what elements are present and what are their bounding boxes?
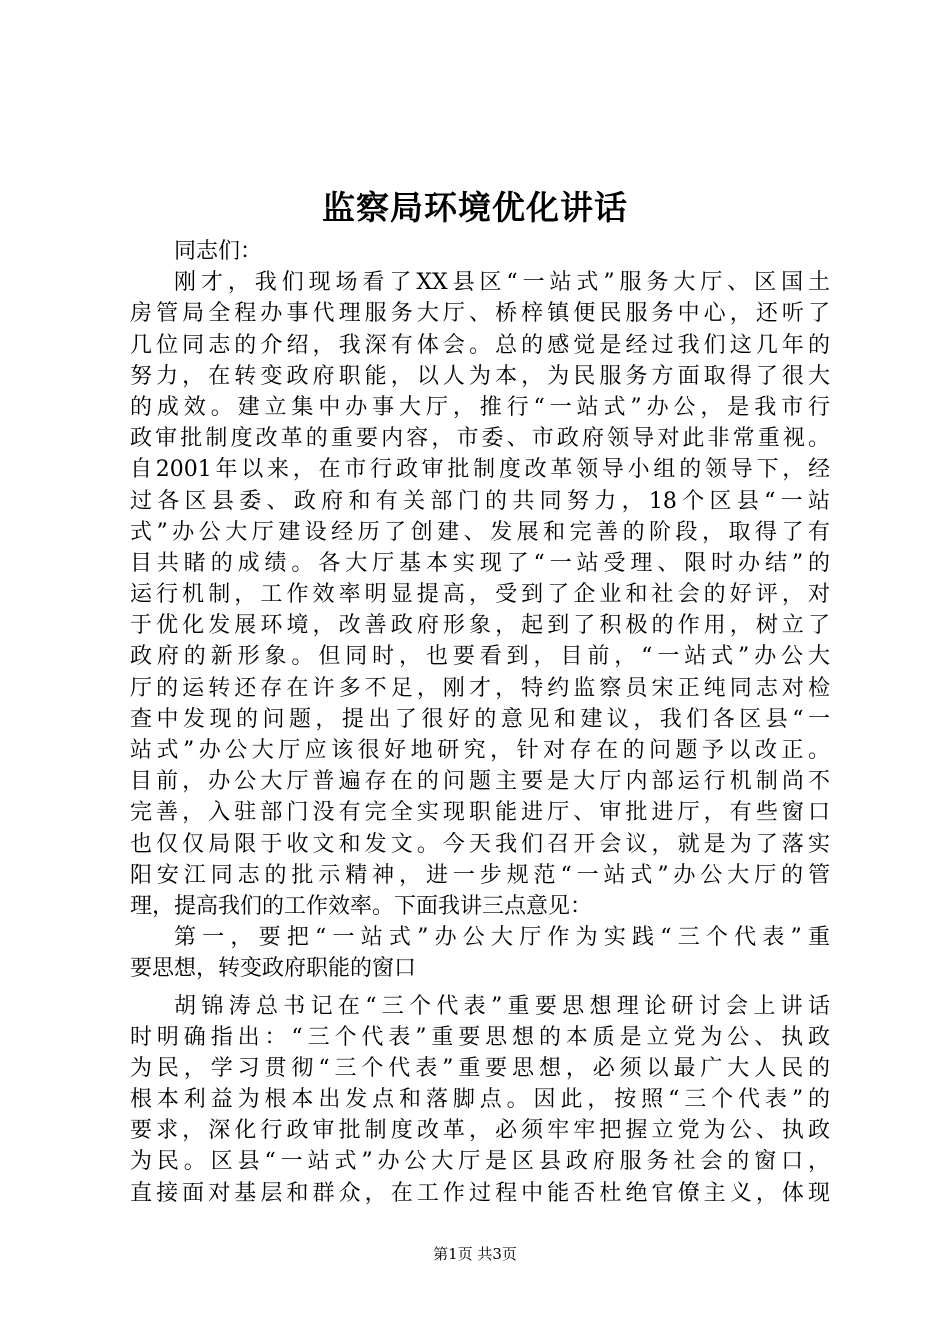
body-text-line: 要思想，转变政府职能的窗口 <box>130 956 417 982</box>
body-text-line: 自2001年以来，在市行政审批制度改革领导小组的领导下，经 <box>130 457 830 483</box>
body-text-line: 式”办公大厅建设经历了创建、发展和完善的阶段，取得了有 <box>130 519 830 545</box>
body-text-line: 于优化发展环境，改善政府形象，起到了积极的作用，树立了 <box>130 613 830 639</box>
body-text-line: 理，提高我们的工作效率。下面我讲三点意见： <box>130 893 593 919</box>
body-text-line: 根本利益为根本出发点和落脚点。因此，按照“三个代表”的 <box>130 1087 830 1113</box>
page-footer: 第1页 共3页 <box>433 1245 517 1263</box>
document-title: 监察局环境优化讲话 <box>322 188 628 227</box>
body-text-line: 的成效。建立集中办事大厅，推行“一站式”办公，是我市行 <box>130 394 830 420</box>
body-text-line: 也仅仅局限于收文和发文。今天我们召开会议，就是为了落实 <box>130 831 830 857</box>
body-text-line: 厅的运转还存在许多不足，刚才，特约监察员宋正纯同志对检 <box>130 675 830 701</box>
body-text-line: 胡锦涛总书记在“三个代表”重要思想理论研讨会上讲话 <box>174 993 830 1019</box>
body-text-line: 第一，要把“一站式”办公大厅作为实践“三个代表”重 <box>174 925 830 951</box>
body-text-line: 为民。区县“一站式”办公大厅是区县政府服务社会的窗口， <box>130 1149 830 1175</box>
body-text-line: 过各区县委、政府和有关部门的共同努力，18个区县“一站 <box>130 488 830 514</box>
body-text-line: 直接面对基层和群众，在工作过程中能否杜绝官僚主义，体现 <box>130 1180 830 1206</box>
body-text-line: 查中发现的问题，提出了很好的意见和建议，我们各区县“一 <box>130 706 830 732</box>
body-text-line: 目共睹的成绩。各大厅基本实现了“一站受理、限时办结”的 <box>130 550 830 576</box>
body-text-line: 几位同志的介绍，我深有体会。总的感觉是经过我们这几年的 <box>130 332 830 358</box>
body-text-line: 完善，入驻部门没有完全实现职能进厅、审批进厅，有些窗口 <box>130 800 830 826</box>
body-text-line: 政审批制度改革的重要内容，市委、市政府领导对此非常重视。 <box>130 426 830 452</box>
document-body <box>130 236 830 1209</box>
body-text-line: 时明确指出：“三个代表”重要思想的本质是立党为公、执政 <box>130 1024 830 1050</box>
body-text-line: 政府的新形象。但同时，也要看到，目前，“一站式”办公大 <box>130 644 830 670</box>
body-text-line: 同志们： <box>174 239 263 264</box>
body-text-line: 阳安江同志的批示精神，进一步规范“一站式”办公大厅的管 <box>130 862 830 888</box>
body-text-line: 努力，在转变政府职能，以人为本，为民服务方面取得了很大 <box>130 363 830 389</box>
body-text-line: 为民，学习贯彻“三个代表”重要思想，必须以最广大人民的 <box>130 1055 830 1081</box>
body-text-line: 目前，办公大厅普遍存在的问题主要是大厅内部运行机制尚不 <box>130 769 830 795</box>
body-text-line: 站式”办公大厅应该很好地研究，针对存在的问题予以改正。 <box>130 738 830 763</box>
body-text-line: 房管局全程办事代理服务大厅、桥梓镇便民服务中心，还听了 <box>130 301 830 327</box>
body-text-line: 刚才，我们现场看了XX县区“一站式”服务大厅、区国土 <box>174 270 830 296</box>
body-text-line: 运行机制，工作效率明显提高，受到了企业和社会的好评，对 <box>130 582 830 608</box>
body-text-line: 要求，深化行政审批制度改革，必须牢牢把握立党为公、执政 <box>130 1118 830 1144</box>
